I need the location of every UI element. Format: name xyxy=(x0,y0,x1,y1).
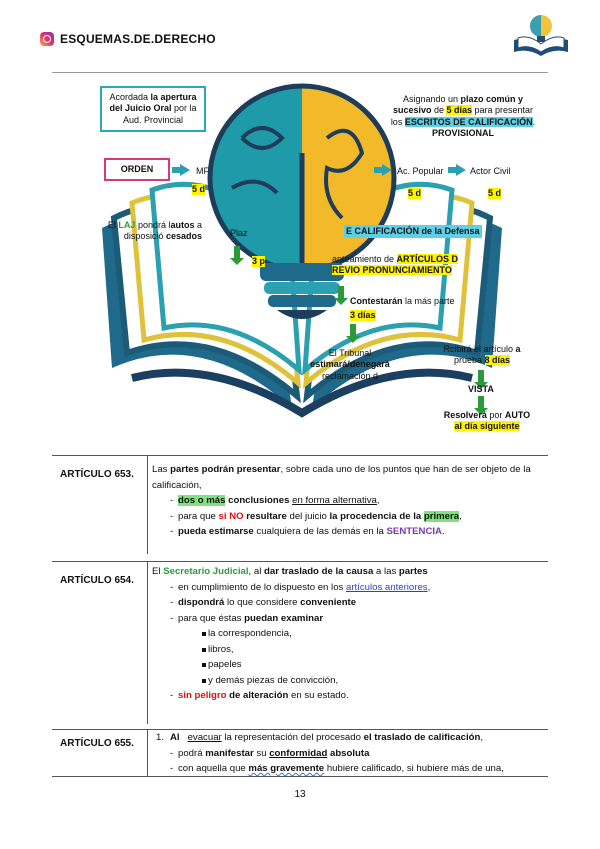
table-divider xyxy=(147,730,148,776)
label-mf-days: 5 d xyxy=(192,184,206,194)
article-label: ARTÍCULO 655. xyxy=(60,738,134,749)
text-planteamiento: anteamiento de ARTÍCULOS D REVIO PRONUNCIAMIENTO xyxy=(332,254,459,276)
article-row xyxy=(52,561,548,724)
table-divider xyxy=(147,456,148,554)
articulos-anteriores-link[interactable]: artículos anteriores xyxy=(346,581,428,593)
arrow-right-icon xyxy=(180,164,190,176)
arrow-right-icon xyxy=(382,164,392,176)
box-orden: ORDEN xyxy=(104,158,170,181)
list-item: - sin peligro de alteración en su estado. xyxy=(152,688,544,704)
arrow-down-icon xyxy=(338,286,344,300)
text-calificacion-defensa: E CALIFICACIÓN de la Defensa xyxy=(344,225,482,238)
list-item: - para que éstas puedan examinar xyxy=(152,611,544,627)
list-item: - con aquella que más gravemente hubiere calificado, si hubiere más de una, xyxy=(152,761,544,777)
procedure-diagram xyxy=(52,78,548,440)
text-three-days: 3 días xyxy=(350,310,376,320)
article-intro: El Secretario Judicial, al dar traslado de la causa a las partes xyxy=(152,566,428,577)
arrow-down-icon xyxy=(234,246,240,260)
list-item: - para que si NO resultare del juicio la procedencia de la primera, xyxy=(152,509,544,525)
arrow-down-icon xyxy=(478,370,484,384)
sub-list-item: la correspondencia, xyxy=(152,626,544,642)
text-plaz: Plaz xyxy=(230,228,248,238)
book-bulb-logo xyxy=(510,10,572,60)
article-intro: Las partes podrán presentar, sobre cada uno de los puntos que han de ser objeto de la calificación, xyxy=(152,464,531,491)
text-three-p: 3 p xyxy=(252,256,266,266)
text-contestaran: Contestarán la más parte xyxy=(350,296,455,306)
list-item: - dispondrá lo que considere conveniente xyxy=(152,595,544,611)
list-item: - en cumplimiento de lo dispuesto en los artículos anteriores, xyxy=(152,580,544,596)
text-laj: El LAJ pondrá lautos a disposició cesados xyxy=(107,220,202,242)
arrow-down-icon xyxy=(350,324,356,338)
label-actor-civil-days: 5 d xyxy=(488,188,502,198)
article-label: ARTÍCULO 653. xyxy=(60,469,134,480)
text-tribunal: El Tribunal estimará/denegará reclamación d xyxy=(310,348,390,381)
list-item: - pueda estimarse cualquiera de las demás en la SENTENCIA. xyxy=(152,524,544,540)
label-ac-popular-days: 5 d xyxy=(408,188,422,198)
instagram-icon xyxy=(40,32,54,46)
label-ac-popular: Ac. Popular xyxy=(397,166,444,176)
sub-list-item: libros, xyxy=(152,642,544,658)
brand-name: ESQUEMAS.DE.DERECHO xyxy=(60,32,216,46)
box-acordada: Acordada la apertura del Juicio Oral por la Aud. Provincial xyxy=(100,86,206,132)
list-item: - dos o más conclusiones en forma alternativa, xyxy=(152,493,544,509)
sub-list-item: papeles xyxy=(152,657,544,673)
article-text xyxy=(152,564,544,704)
brand xyxy=(40,32,216,46)
article-text xyxy=(152,462,544,540)
list-item: - podrá manifestar su conformidad absoluta xyxy=(152,746,544,762)
arrow-right-icon xyxy=(456,164,466,176)
text-vista: VISTA xyxy=(468,384,494,394)
header-divider xyxy=(52,72,548,73)
page-number: 13 xyxy=(294,789,306,800)
article-label: ARTÍCULO 654. xyxy=(60,575,134,586)
arrow-down-icon xyxy=(478,396,484,410)
label-actor-civil: Actor Civil xyxy=(470,166,511,176)
article-text xyxy=(152,730,544,777)
label-mf: MF xyxy=(196,166,209,176)
article-row xyxy=(52,455,548,554)
text-recibira: Rcibirá el artículo a prueba 8 días xyxy=(443,344,521,366)
numbered-item: 1. Al evacuar la representación del procesado el traslado de calificación, xyxy=(152,730,544,746)
text-resolvera: Resolverá por AUTO al día siguiente xyxy=(443,410,531,432)
sub-list-item: y demás piezas de convicción, xyxy=(152,673,544,689)
table-divider xyxy=(147,562,148,724)
text-asignando: Asignando un plazo común y sucesivo de 5 días para presentar los ESCRITOS DE CALIFICACIÓN. PROVISIONAL xyxy=(390,94,536,138)
article-row xyxy=(52,729,548,777)
